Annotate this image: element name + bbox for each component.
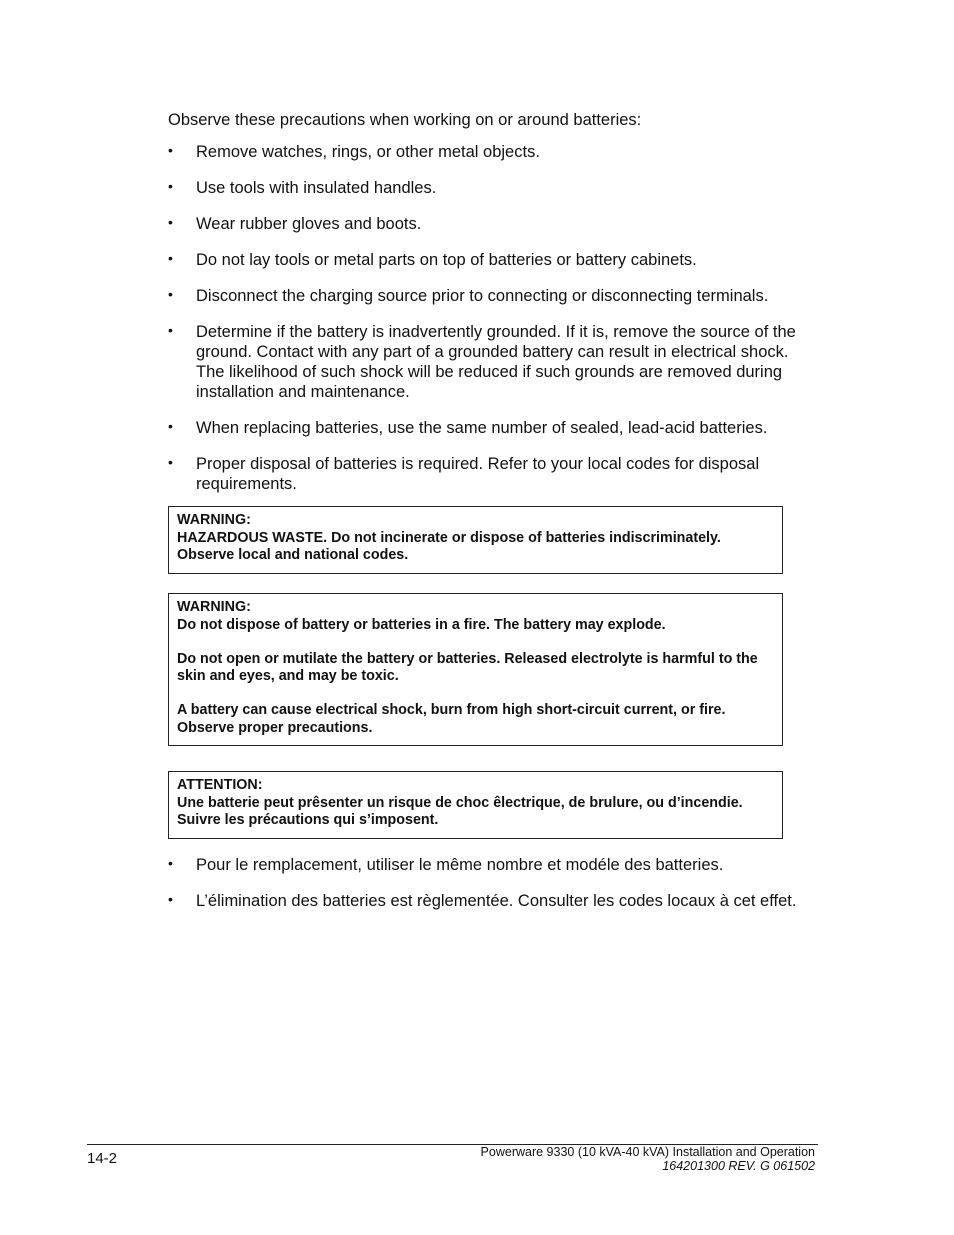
list-item-text: When replacing batteries, use the same number of sealed, lead-acid batteries. — [196, 419, 768, 437]
list-item-text: Wear rubber gloves and boots. — [196, 215, 422, 233]
list-item-text: L’élimination des batteries est règlementée. Consulter les codes locaux à cet effet. — [196, 892, 797, 910]
bullet-icon: • — [168, 142, 173, 158]
warning-label: WARNING: — [177, 599, 251, 615]
list-item — [168, 250, 818, 270]
bullet-icon: • — [168, 418, 173, 434]
bullet-icon: • — [168, 286, 173, 302]
warning-paragraph: A battery can cause electrical shock, burn from high short-circuit current, or fire. Observe proper precautions. — [177, 702, 726, 736]
list-item-text: Use tools with insulated handles. — [196, 179, 437, 197]
attention-box — [168, 771, 783, 839]
bullet-icon: • — [168, 250, 173, 266]
french-list — [168, 855, 818, 927]
list-item — [168, 891, 818, 911]
bullet-icon: • — [168, 454, 173, 470]
intro-text: Observe these precautions when working on or around batteries: — [168, 111, 642, 129]
list-item-text: Pour le remplacement, utiliser le même nombre et modéle des batteries. — [196, 856, 724, 874]
precautions-list — [168, 142, 818, 510]
list-item-text: Proper disposal of batteries is required. Refer to your local codes for disposal requirements. — [196, 455, 760, 493]
list-item — [168, 178, 818, 198]
list-item — [168, 142, 818, 162]
bullet-icon: • — [168, 178, 173, 194]
battery-fire-warning-box — [168, 593, 783, 746]
warning-paragraph: Do not open or mutilate the battery or batteries. Released electrolyte is harmful to the skin and eyes, and may be toxic. — [177, 650, 758, 684]
list-item-text: Do not lay tools or metal parts on top of batteries or battery cabinets. — [196, 251, 697, 269]
list-item — [168, 418, 818, 438]
bullet-icon: • — [168, 891, 173, 907]
attention-text: Une batterie peut prêsenter un risque de choc êlectrique, de brulure, ou d’incendie. Suivre les précautions qui s’imposent. — [177, 794, 743, 828]
bullet-icon: • — [168, 855, 173, 871]
list-item — [168, 214, 818, 234]
footer-doc-code: 164201300 REV. G 061502 — [662, 1159, 815, 1173]
bullet-icon: • — [168, 322, 173, 338]
hazardous-waste-warning-box — [168, 506, 783, 574]
list-item-text: Determine if the battery is inadvertently grounded. If it is, remove the source of the ground. Contact with any part of a grounded battery can result in electrical shock. The likelihood of such shock will be reduced if such grounds are removed during installation and maintenance. — [196, 323, 796, 401]
page-number: 14-2 — [87, 1150, 118, 1167]
list-item-text: Remove watches, rings, or other metal objects. — [196, 143, 540, 161]
warning-label: WARNING: — [177, 512, 251, 528]
list-item — [168, 454, 818, 494]
footer-doc-info — [481, 1145, 815, 1173]
warning-paragraph: Do not dispose of battery or batteries in a fire. The battery may explode. — [177, 616, 666, 633]
warning-text: HAZARDOUS WASTE. Do not incinerate or dispose of batteries indiscriminately. Observe local and national codes. — [177, 529, 721, 563]
attention-label: ATTENTION: — [177, 777, 263, 793]
list-item — [168, 322, 818, 402]
footer-title: Powerware 9330 (10 kVA-40 kVA) Installation and Operation — [480, 1145, 815, 1159]
list-item — [168, 855, 818, 875]
list-item-text: Disconnect the charging source prior to connecting or disconnecting terminals. — [196, 287, 769, 305]
bullet-icon: • — [168, 214, 173, 230]
list-item — [168, 286, 818, 306]
